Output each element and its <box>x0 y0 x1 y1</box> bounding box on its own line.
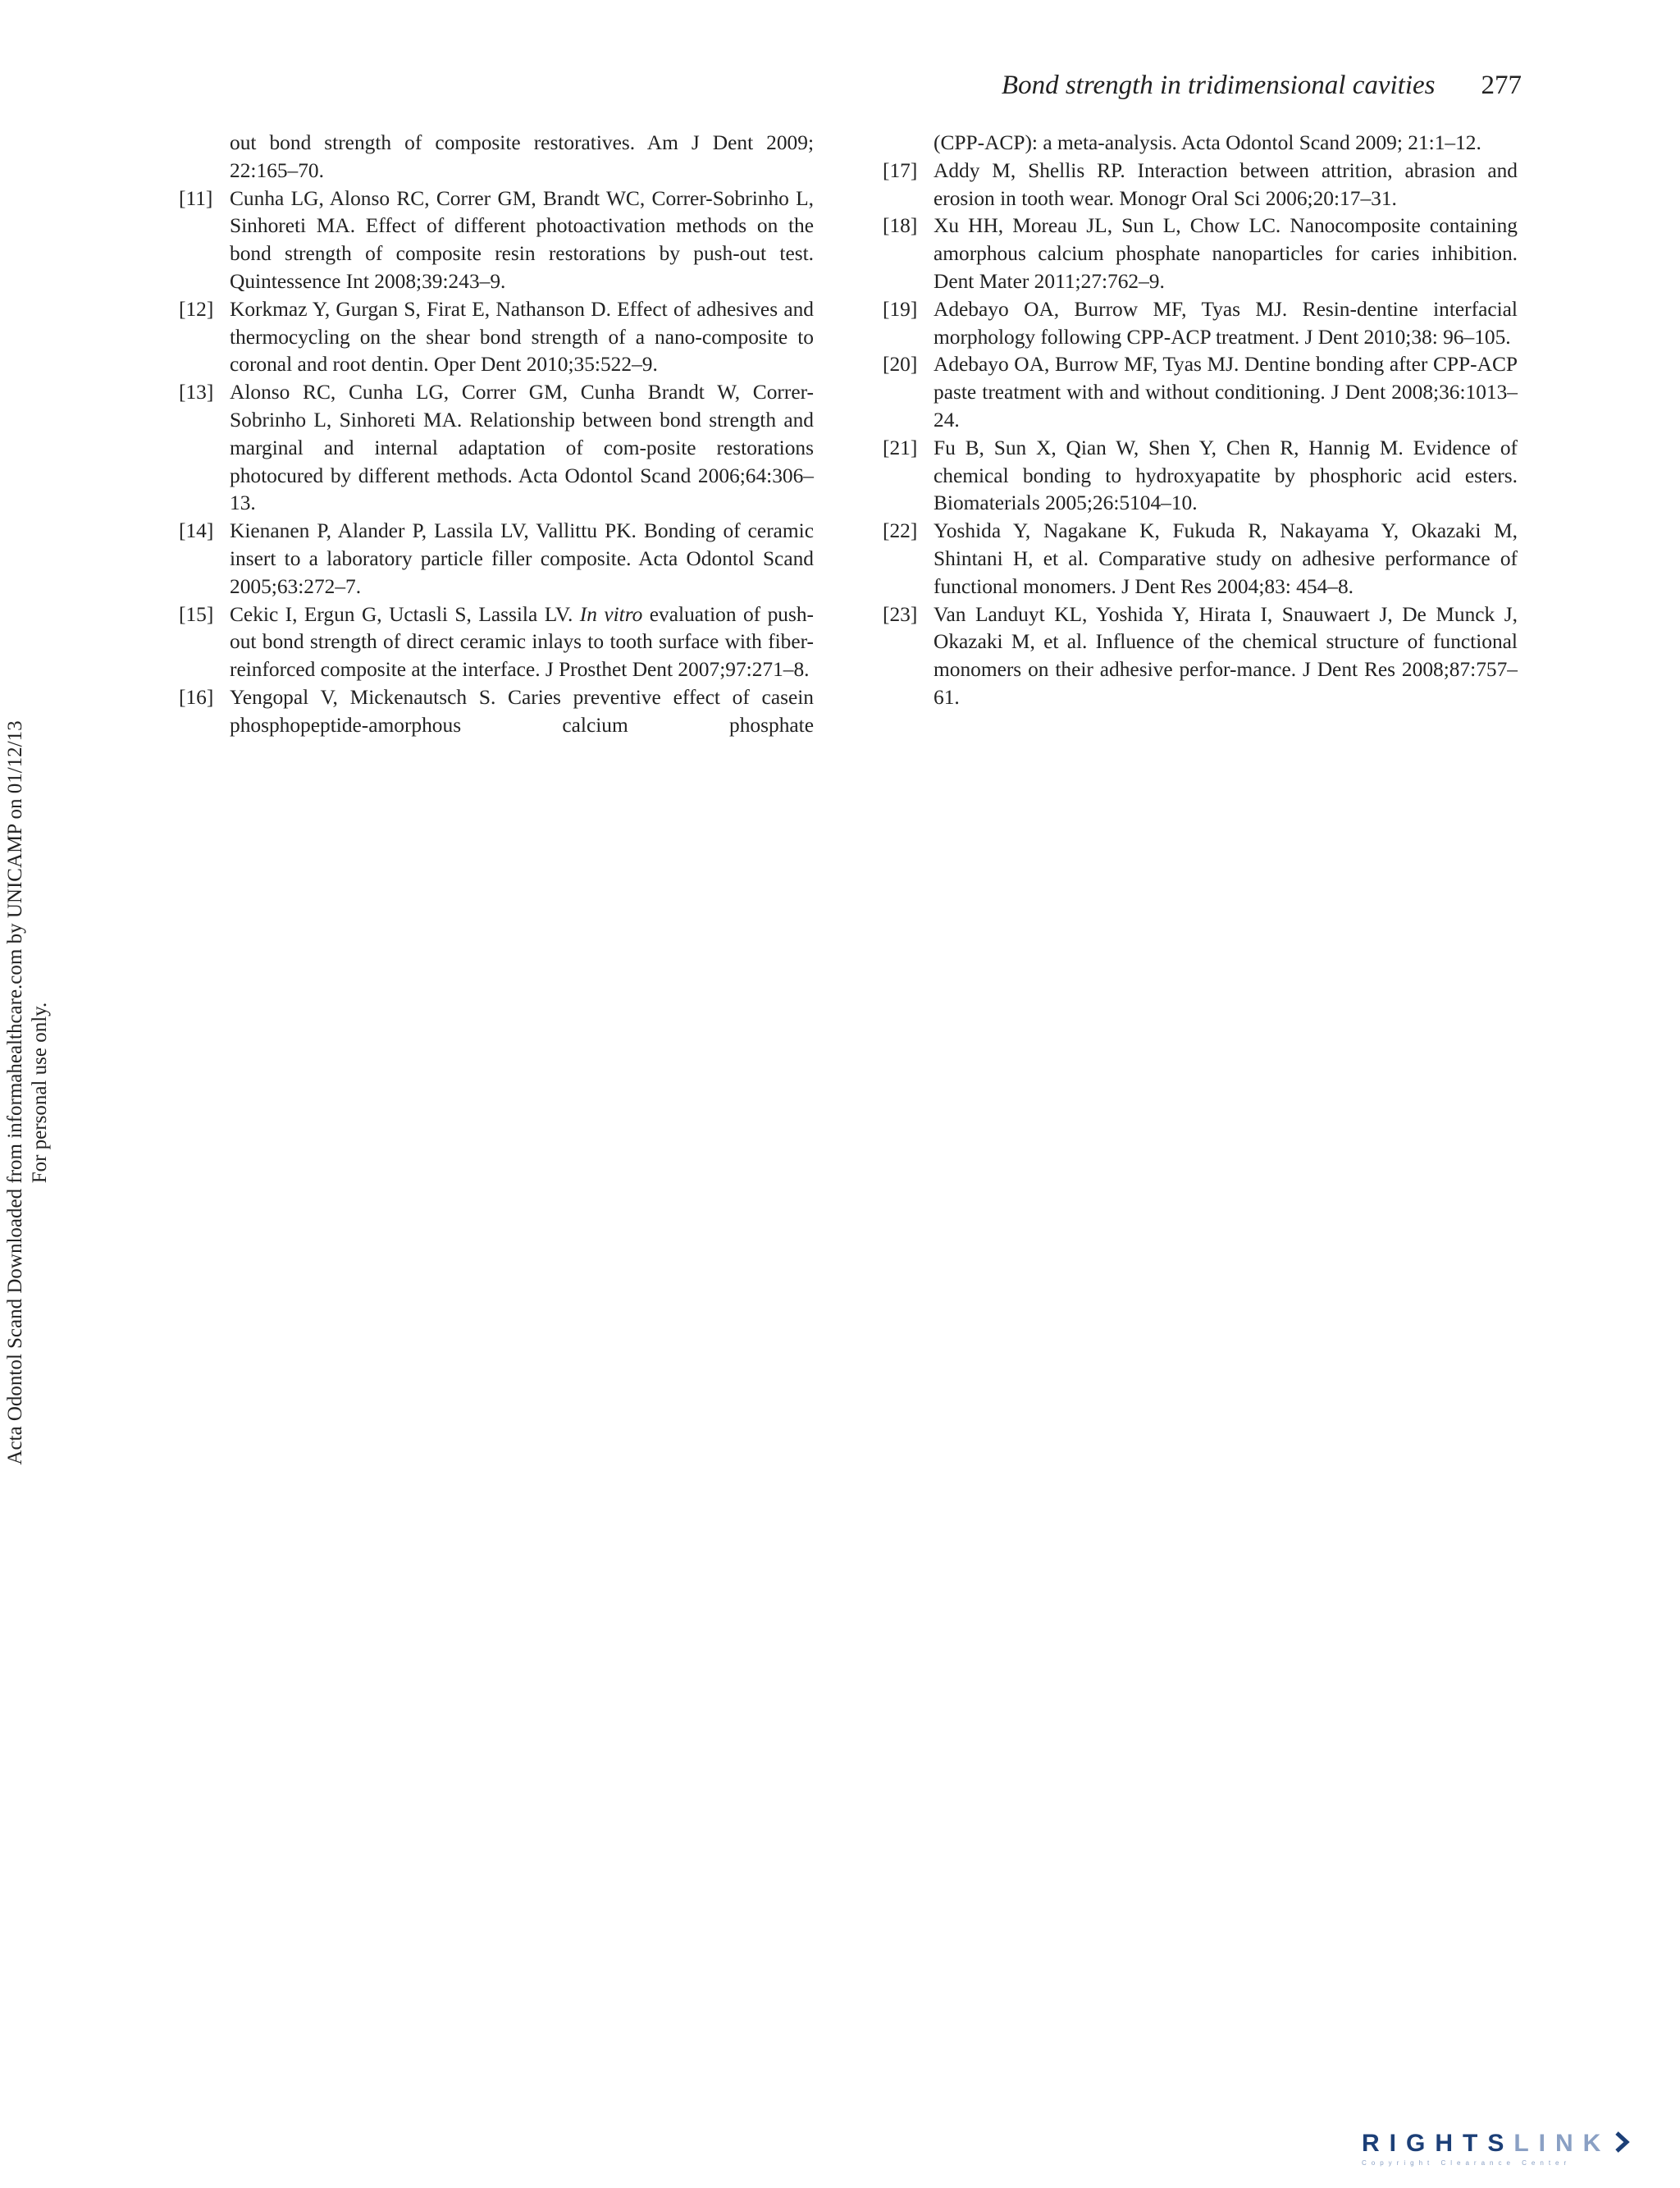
reference-number: [14] <box>179 519 214 543</box>
running-head <box>1002 71 1522 101</box>
reference-continuation: (CPP-ACP): a meta-analysis. Acta Odontol Scand 2009; 21:1–12. <box>934 131 1481 154</box>
reference-11 <box>179 185 814 296</box>
reference-number: [22] <box>883 519 918 543</box>
reference-18 <box>883 212 1518 295</box>
reference-number: [12] <box>179 297 214 321</box>
reference-13 <box>179 379 814 518</box>
reference-number: [13] <box>179 381 214 404</box>
references-left-column <box>179 130 814 740</box>
page-number: 277 <box>1481 71 1522 100</box>
reference-text: Adebayo OA, Burrow MF, Tyas MJ. Dentine bonding after CPP-ACP paste treatment with and without conditioning. J Dent 2008;36:1013–24. <box>934 353 1518 432</box>
reference-number: [16] <box>179 685 214 709</box>
reference-continuation: out bond strength of composite restoratives. Am J Dent 2009; 22:165–70. <box>230 131 814 182</box>
reference-text: Yoshida Y, Nagakane K, Fukuda R, Nakayama Y, Okazaki M, Shintani H, et al. Comparative study on adhesive performance of functional monomers. J Dent Res 2004;83: 454–8. <box>934 519 1518 598</box>
reference-text: Alonso RC, Cunha LG, Correr GM, Cunha Brandt W, Correr-Sobrinho L, Sinhoreti MA. Relationship between bond strength and marginal and internal adaptation of com-posite restorations photocured by different methods. Acta Odontol Scand 2006;64:306–13. <box>230 381 814 515</box>
reference-22 <box>883 518 1518 601</box>
reference-text: Xu HH, Moreau JL, Sun L, Chow LC. Nanocomposite containing amorphous calcium phosphate nanoparticles for caries inhibition. Dent Mater 2011;27:762–9. <box>934 214 1518 293</box>
reference-text: Cunha LG, Alonso RC, Correr GM, Brandt WC, Correr-Sobrinho L, Sinhoreti MA. Effect of different photoactivation methods on the bond strength of composite resin restorations by push-out test. Quintessence Int 2008;39:243–9. <box>230 186 814 293</box>
rightslink-logo-dark: RIGHTS <box>1362 2130 1514 2157</box>
reference-number: [18] <box>883 214 918 238</box>
reference-12 <box>179 296 814 379</box>
reference-20 <box>883 351 1518 434</box>
reference-number: [15] <box>179 602 214 626</box>
reference-21 <box>883 435 1518 518</box>
reference-16 <box>179 684 814 740</box>
download-notice-line1: Acta Odontol Scand Downloaded from informahealthcare.com by UNICAMP on 01/12/13 <box>4 720 26 1465</box>
reference-17 <box>883 158 1518 213</box>
reference-text: Yengopal V, Mickenautsch S. Caries preventive effect of casein phosphopeptide-amorphous calcium phosphate <box>230 685 814 737</box>
download-notice <box>3 683 52 1503</box>
reference-number: [11] <box>179 186 213 210</box>
rightslink-tagline: Copyright Clearance Center <box>1362 2159 1572 2167</box>
reference-text: Van Landuyt KL, Yoshida Y, Hirata I, Snauwaert J, De Munck J, Okazaki M, et al. Influence of the chemical structure of functional monomers on their adhesive perfor-mance. J Dent Res 2008;87:757–61. <box>934 602 1518 709</box>
reference-text: Addy M, Shellis RP. Interaction between attrition, abrasion and erosion in tooth wear. Monogr Oral Sci 2006;20:17–31. <box>934 158 1518 210</box>
reference-number: [20] <box>883 353 918 377</box>
reference-19 <box>883 296 1518 352</box>
rightslink-logo-light: LINK <box>1513 2130 1611 2157</box>
reference-text: Fu B, Sun X, Qian W, Shen Y, Chen R, Hannig M. Evidence of chemical bonding to hydroxyapatite by phosphoric acid esters. Biomaterials 2005;26:5104–10. <box>934 436 1518 515</box>
reference-text: Korkmaz Y, Gurgan S, Firat E, Nathanson D. Effect of adhesives and thermocycling on the shear bond strength of a nano-composite to coronal and root dentin. Oper Dent 2010;35:522–9. <box>230 297 814 377</box>
reference-number: [19] <box>883 297 918 321</box>
reference-text: Kienanen P, Alander P, Lassila LV, Vallittu PK. Bonding of ceramic insert to a laboratory particle filler composite. Acta Odontol Scand 2005;63:272–7. <box>230 519 814 598</box>
chevron-right-icon <box>1610 2130 1635 2154</box>
rightslink-logo <box>1362 2130 1641 2171</box>
reference-number: [21] <box>883 436 918 459</box>
references-right-column <box>883 130 1518 712</box>
reference-number: [17] <box>883 158 918 182</box>
reference-15 <box>179 601 814 684</box>
download-notice-line2: For personal use only. <box>29 1002 51 1184</box>
reference-number: [23] <box>883 602 918 626</box>
reference-23 <box>883 601 1518 712</box>
reference-text: Cekic I, Ergun G, Uctasli S, Lassila LV. In vitro evaluation of push-out bond strength of direct ceramic inlays to tooth surface with fiber-reinforced composite at the interface. J Prosthet Dent 2007;97:271–8. <box>230 602 814 682</box>
reference-text: Adebayo OA, Burrow MF, Tyas MJ. Resin-dentine interfacial morphology following CPP-ACP treatment. J Dent 2010;38: 96–105. <box>934 297 1518 349</box>
italic-term: In vitro <box>579 602 643 626</box>
reference-14 <box>179 518 814 601</box>
running-title: Bond strength in tridimensional cavities <box>1001 71 1436 100</box>
